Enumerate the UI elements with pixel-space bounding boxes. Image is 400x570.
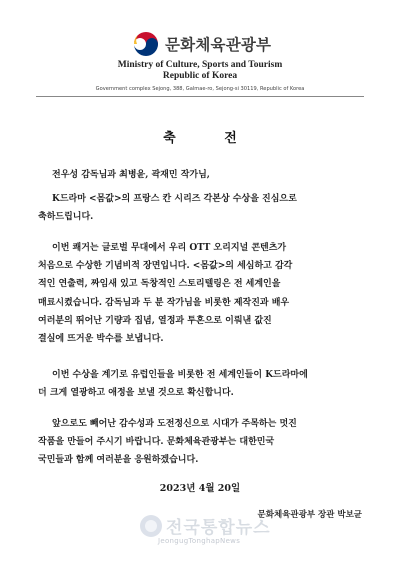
taegeuk-emblem-icon [132, 30, 160, 58]
paragraph-line: 작품을 만들어 주시기 바랍니다. 문화체육관광부는 대한민국 [38, 437, 275, 448]
paragraph-1 [38, 190, 368, 226]
ministry-address: Government complex Sejong, 388, Galmae-ro, Sejong-si 30119, Republic of Korea [95, 86, 305, 92]
paragraph-line: 축하드립니다. [38, 212, 94, 223]
country-name-english: Republic of Korea [162, 71, 238, 81]
paragraph-line: 국민들과 함께 여러분을 응원하겠습니다. [38, 455, 199, 466]
salutation: 전우성 감독님과 최병윤, 곽재민 작가님, [52, 170, 210, 180]
paragraph-4 [38, 415, 368, 470]
paragraph-2 [38, 239, 368, 348]
watermark-logo-icon [140, 515, 162, 537]
news-watermark [140, 513, 271, 538]
letter-title: 축 전 [163, 131, 259, 146]
watermark-text: 전국통합뉴스 [166, 518, 271, 538]
paragraph-line: 매료시켰습니다. 감독님과 두 분 작가님을 비롯한 제작진과 배우 [38, 297, 290, 308]
ministry-name-korean: 문화체육관광부 [165, 36, 272, 54]
paragraph-line: 이번 수상을 계기로 유럽인들을 비롯한 전 세계인들이 K드라마에 [52, 370, 308, 380]
paragraph-line: K드라마 <몸값>의 프랑스 칸 시리즈 각본상 수상을 진심으로 [52, 194, 297, 204]
paragraph-line: 처음으로 수상한 기념비적 장면입니다. <몸값>의 세심하고 감각 [38, 261, 293, 272]
ministry-name-english: Ministry of Culture, Sports and Tourism [117, 60, 283, 70]
watermark-subtext: JeongugTonghapNews [158, 537, 241, 545]
paragraph-line: 앞으로도 빼어난 감수성과 도전정신으로 시대가 주목하는 멋진 [52, 419, 297, 429]
letter-date: 2023년 4월 20일 [159, 483, 241, 494]
paragraph-line: 이번 쾌거는 글로벌 무대에서 우리 OTT 오리지널 콘텐츠가 [52, 243, 287, 253]
signature: 문화체육관광부 장관 박보균 [257, 510, 362, 520]
ministry-logo [132, 30, 271, 58]
paragraph-line: 여러분의 뛰어난 기량과 집념, 열정과 투혼으로 이뤄낸 값진 [38, 315, 272, 326]
paragraph-3 [38, 366, 368, 402]
paragraph-line: 더 크게 열광하고 애정을 보낼 것으로 확신합니다. [38, 388, 234, 399]
paragraph-line: 결실에 뜨거운 박수를 보냅니다. [38, 334, 164, 345]
paragraph-line: 적인 연출력, 짜임새 있고 독창적인 스토리텔링은 전 세계인을 [38, 279, 281, 290]
header-divider [36, 96, 364, 97]
